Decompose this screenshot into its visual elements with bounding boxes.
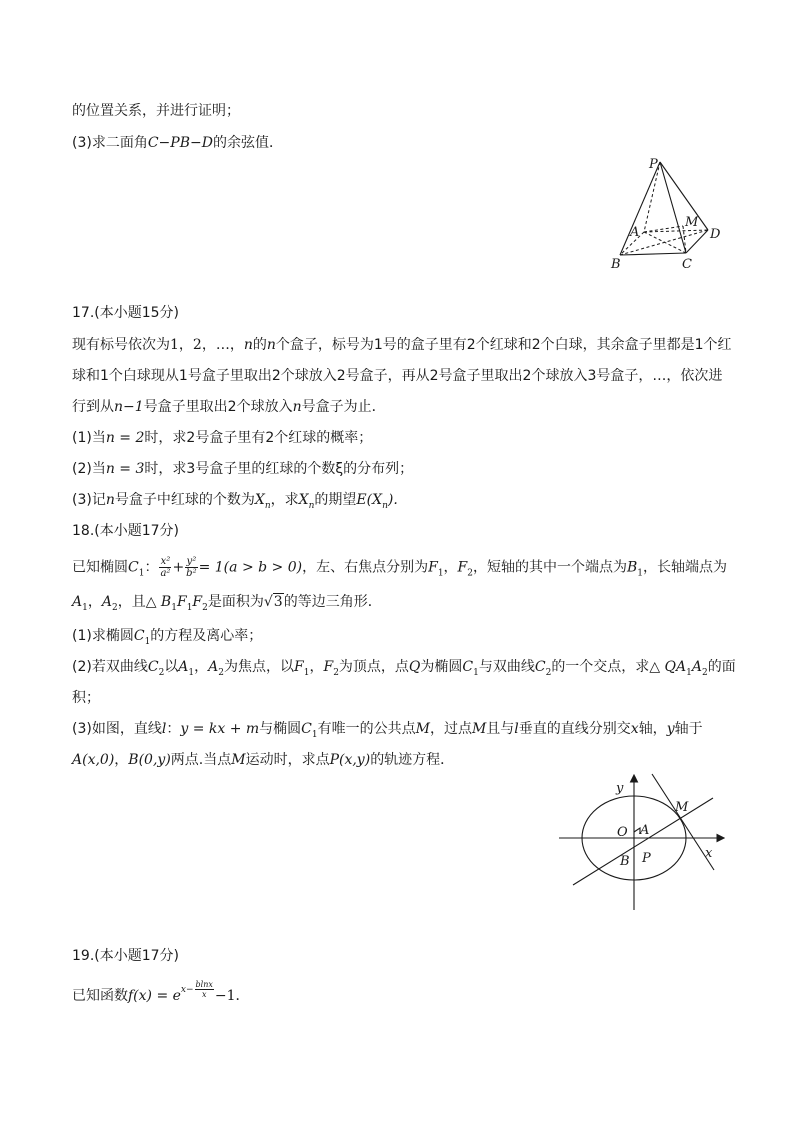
math-sub: 2 <box>467 568 473 579</box>
math-sub: 1 <box>311 729 318 740</box>
math-var: y <box>666 721 675 737</box>
math-var: B <box>627 559 638 576</box>
math-expr: −1． <box>214 988 250 1004</box>
math-expr: B(0,y) <box>128 752 171 768</box>
text: 的位置关系，并进行证明； <box>72 103 240 119</box>
numerator: y² <box>186 556 197 567</box>
text: 球和1个白球现从1号盒子里取出2个球放入2号盒子，再从2号盒子里取出2个球放入3号盒子，…，依次进 <box>72 368 723 384</box>
q19-line1 <box>72 980 250 1006</box>
math-op: − <box>186 985 194 995</box>
math-var: F <box>457 559 468 576</box>
q18-part1 <box>72 626 262 652</box>
math-var: n <box>266 337 276 353</box>
text: 轴于 <box>674 721 703 737</box>
math-var: F <box>428 559 438 576</box>
math-var: A <box>178 659 189 675</box>
label-a: A <box>630 225 640 240</box>
exponent <box>180 980 215 999</box>
math-sub: n <box>308 500 315 511</box>
math-var: C <box>133 628 145 644</box>
numerator: x² <box>160 556 171 567</box>
text: 时，求3号盒子里的红球的个数ξ的分布列； <box>144 461 414 477</box>
text: ， <box>443 559 458 576</box>
text: (3)如图，直线 <box>72 721 162 737</box>
math-var: n <box>292 399 302 415</box>
text: 与双曲线 <box>478 659 535 675</box>
math-sub: 1 <box>686 667 692 678</box>
text: 号盒子里取出2个球放入 <box>143 399 293 415</box>
text: (2)当 <box>72 461 106 477</box>
math-sub: n <box>382 500 388 511</box>
text: ，求 <box>270 492 299 508</box>
math-sub: 1 <box>473 667 479 678</box>
math-var: F <box>323 659 334 675</box>
edge-pd <box>660 162 708 230</box>
text: 为顶点，点 <box>338 659 409 675</box>
math-expr: f(x) = e <box>128 988 181 1004</box>
label-m: M <box>685 215 699 230</box>
label-b: B <box>620 854 630 869</box>
math-var: M <box>415 721 430 737</box>
math-expr: △ B <box>145 594 172 610</box>
math-var: F <box>176 594 187 610</box>
ellipse-figure <box>555 770 730 915</box>
math-sub: 1 <box>437 568 444 579</box>
math-sub: 2 <box>701 667 708 678</box>
text: 与椭圆 <box>259 721 302 737</box>
math-var: M <box>231 752 246 768</box>
text: 为椭圆 <box>420 659 463 675</box>
denominator: x <box>201 990 207 999</box>
math-var: A <box>208 659 219 675</box>
label-o: O <box>617 825 628 840</box>
edge-pb <box>620 162 660 255</box>
text: ，过点 <box>429 721 472 737</box>
label-b: B <box>611 257 621 272</box>
edge-pc <box>660 162 686 253</box>
math-var: l <box>161 721 167 737</box>
edge-pa <box>644 162 660 232</box>
q16-continuation-line <box>72 101 240 121</box>
label-p: P <box>649 157 658 172</box>
math-var: A <box>72 594 83 610</box>
sqrt-expr: 3 <box>273 594 283 610</box>
label-m: M <box>675 800 689 815</box>
math-sub: n <box>264 500 271 511</box>
text: (1)求椭圆 <box>72 628 134 644</box>
math-sub: 1 <box>186 602 193 613</box>
text: 运动时，求点 <box>245 752 330 768</box>
q18-part2-line1 <box>72 657 736 683</box>
math-sub: 2 <box>218 667 225 678</box>
math-sub: 1 <box>171 602 177 613</box>
text: ， <box>194 659 209 675</box>
pyramid-figure <box>600 150 740 275</box>
text: 两点.当点 <box>170 752 232 768</box>
text: (3)求二面角 <box>72 135 148 151</box>
text: (2)若双曲线 <box>72 659 148 675</box>
text: ，且 <box>117 594 146 610</box>
text: 有唯一的公共点 <box>317 721 416 737</box>
fraction-blnx-x <box>195 980 214 999</box>
math-expr: 1，2，…， <box>170 337 244 353</box>
math-sub: 1 <box>637 568 644 579</box>
math-var: l <box>514 721 519 737</box>
text: 号盒子中红球的个数为 <box>114 492 255 508</box>
label-a: A <box>640 823 650 838</box>
text: ： <box>166 721 181 737</box>
text: 的方程及离心率； <box>150 628 263 644</box>
math-sub: 1 <box>144 636 151 647</box>
math-sub: 2 <box>333 667 339 678</box>
text: 行到从 <box>72 399 114 415</box>
q18-part3-line2 <box>72 750 454 770</box>
text: 现有标号依次为 <box>72 337 170 353</box>
text: 的等边三角形． <box>283 594 382 610</box>
math-op: + <box>172 559 185 576</box>
text: 号盒子为止． <box>301 399 386 415</box>
text: 的面 <box>707 659 736 675</box>
q18-part2-line2 <box>72 688 100 708</box>
math-var: x <box>630 721 639 737</box>
label-y: y <box>616 781 624 796</box>
math-expr: E(X <box>356 492 383 508</box>
q16-part3 <box>72 133 283 153</box>
math-var: M <box>471 721 487 737</box>
text: ， <box>114 752 129 768</box>
q17-para-line2 <box>72 366 722 386</box>
label-x: x <box>705 846 713 861</box>
math-var: F <box>192 594 203 610</box>
q17-part1 <box>72 428 372 448</box>
math-var: X <box>254 492 265 508</box>
math-var: C <box>462 659 474 675</box>
label-d: D <box>710 227 721 242</box>
text: ， <box>87 594 102 610</box>
q18-line2: $A_1$，$A_2$，且△ $B_1F_1F_2$是面积为√3的等边三角形． <box>72 594 382 613</box>
text: 的期望 <box>314 492 357 508</box>
math-expr: P(x,y) <box>329 752 371 768</box>
text: ： <box>144 559 159 576</box>
text: 积； <box>72 690 100 706</box>
text: ， <box>309 659 324 675</box>
math-var: X <box>298 492 309 508</box>
edge-ad <box>644 230 708 232</box>
math-var: F <box>294 659 304 675</box>
label-p: P <box>642 851 651 866</box>
q17-para-line1 <box>72 335 732 355</box>
q17-header <box>72 303 179 323</box>
text: 个盒子，标号为1号的盒子里有2个红球和2个白球，其余盒子里都是1个红 <box>275 337 732 353</box>
fraction-x2-a2 <box>159 556 171 579</box>
text: 的轨迹方程． <box>370 752 455 768</box>
math-var: C <box>147 659 159 675</box>
math-expr: n−1 <box>114 399 144 415</box>
text: 为焦点，以 <box>224 659 295 675</box>
denominator: b² <box>186 568 197 579</box>
math-var: n <box>105 492 115 508</box>
text: 且与 <box>486 721 515 737</box>
math-var: C <box>301 721 312 737</box>
q18-line1 <box>72 556 727 583</box>
text: 已知椭圆 <box>72 559 128 576</box>
math-sub: 1 <box>303 667 310 678</box>
q17-para-line3 <box>72 397 386 417</box>
math-var: Q <box>408 659 421 675</box>
text: ，左、右焦点分别为 <box>302 559 429 576</box>
text: (3)记 <box>72 492 106 508</box>
text: 17.(本小题15分) <box>72 305 180 321</box>
math-var: A <box>101 594 112 610</box>
math-var: A <box>691 659 702 675</box>
math-expr: △ QA <box>649 659 687 675</box>
q18-header <box>72 521 179 541</box>
text: 的 <box>252 337 267 353</box>
math-var: n <box>243 337 253 353</box>
numerator: blnx <box>195 980 213 989</box>
math-expr: ). <box>387 492 398 508</box>
math-sub: 1 <box>188 667 195 678</box>
text: ，短轴的其中一个端点为 <box>473 559 627 576</box>
math-var: C <box>128 559 139 576</box>
text: 是面积为 <box>207 594 264 610</box>
label-c: C <box>682 257 692 272</box>
text: 19.(本小题17分) <box>72 948 180 964</box>
math-sub: 1 <box>138 568 145 579</box>
math-sub: 2 <box>202 602 208 613</box>
math-expr: = 1(a > b > 0) <box>198 559 303 576</box>
text: 已知函数 <box>72 988 128 1004</box>
text: 的余弦值． <box>212 135 283 151</box>
text: 18.(本小题17分) <box>72 523 180 539</box>
math-sub: 2 <box>545 667 552 678</box>
math-expr: C−PB−D <box>147 135 213 151</box>
math-expr: y = kx + m <box>180 721 260 737</box>
exponent-x: x <box>180 985 186 995</box>
q18-part3-line1 <box>72 719 703 745</box>
text: 垂直的直线分别交 <box>518 721 631 737</box>
math-var: C <box>534 659 546 675</box>
text: (1)当 <box>72 430 106 446</box>
q17-part2 <box>72 459 413 479</box>
text: 的一个交点，求 <box>551 659 650 675</box>
edge-bc <box>620 253 686 255</box>
math-expr: A(x,0) <box>72 752 115 768</box>
denominator: a² <box>160 568 171 579</box>
text: 轴， <box>638 721 667 737</box>
text: 以 <box>164 659 179 675</box>
fraction-y2-b2 <box>185 556 197 579</box>
q17-part3 <box>72 490 398 516</box>
math-expr: n = 3 <box>105 461 145 477</box>
text: ，长轴端点为 <box>643 559 728 576</box>
math-expr: n = 2 <box>105 430 145 446</box>
text: 时，求2号盒子里有2个红球的概率； <box>144 430 373 446</box>
q19-header <box>72 946 179 966</box>
math-sub: 2 <box>111 602 118 613</box>
math-sub: 2 <box>158 667 165 678</box>
math-sub: 1 <box>82 602 88 613</box>
